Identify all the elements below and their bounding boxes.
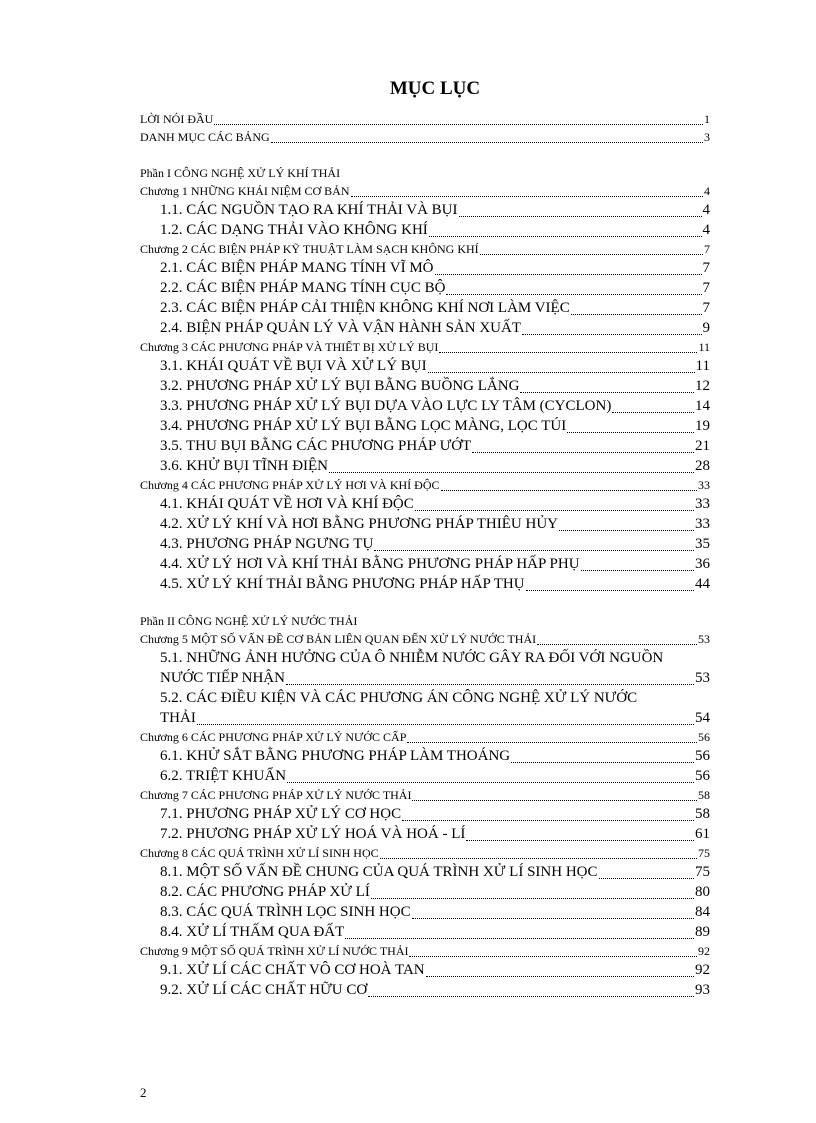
toc-section[interactable]	[140, 960, 710, 980]
dot-leader	[472, 451, 694, 453]
toc-section[interactable]	[140, 396, 710, 416]
entry-label-line1: 5.2. CÁC ĐIỀU KIỆN VÀ CÁC PHƯƠNG ÁN CÔNG NGHỆ XỬ LÝ NƯỚC	[160, 690, 638, 706]
entry-page: 12	[695, 378, 710, 394]
entry-page: 75	[698, 846, 710, 860]
dot-leader	[329, 471, 694, 473]
toc-section[interactable]	[140, 882, 710, 902]
entry-page: 92	[698, 944, 710, 958]
dot-leader	[402, 819, 694, 821]
toc-chapter[interactable]	[140, 240, 710, 258]
toc-section[interactable]	[140, 514, 710, 534]
page-number: 2	[140, 1085, 147, 1100]
entry-label: 8.2. CÁC PHƯƠNG PHÁP XỬ LÍ	[160, 884, 370, 900]
dot-leader	[428, 371, 695, 373]
entry-page: 4	[702, 222, 710, 238]
dot-leader	[214, 123, 703, 125]
toc-section[interactable]	[140, 766, 710, 786]
toc-section[interactable]	[140, 574, 710, 594]
dot-leader	[459, 215, 702, 217]
dot-leader	[441, 489, 698, 491]
dot-leader	[511, 761, 694, 763]
entry-label: LỜI NÓI ĐẦU	[140, 112, 214, 126]
entry-label: 1.2. CÁC DẠNG THẢI VÀO KHÔNG KHÍ	[160, 222, 428, 238]
entry-label: 7.2. PHƯƠNG PHÁP XỬ LÝ HOÁ VÀ HOÁ - LÍ	[160, 826, 466, 842]
entry-page: 7	[704, 242, 710, 256]
entry-label: Chương 5 MỘT SỐ VẤN ĐỀ CƠ BẢN LIÊN QUAN ĐẾN XỬ LÝ NƯỚC THẢI	[140, 632, 537, 646]
part2-list	[140, 728, 710, 1000]
toc-section[interactable]	[140, 456, 710, 476]
entry-page: 92	[695, 962, 710, 978]
dot-leader	[345, 937, 694, 939]
toc-chapter[interactable]	[140, 786, 710, 804]
entry-page: 93	[695, 982, 710, 998]
dot-leader	[271, 141, 703, 143]
toc-section[interactable]	[140, 494, 710, 514]
entry-page: 58	[695, 806, 710, 822]
dot-leader	[371, 897, 694, 899]
entry-page: 61	[695, 826, 710, 842]
entry-label: 3.2. PHƯƠNG PHÁP XỬ LÝ BỤI BẰNG BUỒNG LẮNG	[160, 378, 520, 394]
toc-section[interactable]	[140, 436, 710, 456]
entry-label: 2.1. CÁC BIỆN PHÁP MANG TÍNH VĨ MÔ	[160, 260, 434, 276]
entry-label: Chương 4 CÁC PHƯƠNG PHÁP XỬ LÝ HƠI VÀ KHÍ ĐỘC	[140, 478, 440, 492]
dot-leader	[368, 995, 694, 997]
entry-label: 6.2. TRIỆT KHUẨN	[160, 768, 287, 784]
toc-page	[140, 76, 710, 1000]
dot-leader	[522, 333, 702, 335]
toc-chapter[interactable]	[140, 476, 710, 494]
toc-section[interactable]	[140, 416, 710, 436]
entry-label: 2.4. BIỆN PHÁP QUẢN LÝ VÀ VẬN HÀNH SẢN XUẤT	[160, 320, 521, 336]
entry-page: 54	[695, 710, 710, 726]
toc-entry-table-list[interactable]	[140, 128, 710, 146]
entry-page: 21	[695, 438, 710, 454]
entry-page: 36	[695, 556, 710, 572]
entry-label: 4.1. KHÁI QUÁT VỀ HƠI VÀ KHÍ ĐỘC	[160, 496, 414, 512]
dot-leader	[439, 351, 697, 353]
entry-page: 11	[698, 340, 710, 354]
dot-leader	[197, 723, 694, 725]
entry-label: 7.1. PHƯƠNG PHÁP XỬ LÝ CƠ HỌC	[160, 806, 402, 822]
entry-label: 8.4. XỬ LÍ THẤM QUA ĐẤT	[160, 924, 345, 940]
entry-label: 4.2. XỬ LÝ KHÍ VÀ HƠI BẰNG PHƯƠNG PHÁP THIÊU HỦY	[160, 516, 558, 532]
dot-leader	[412, 799, 697, 801]
entry-label: 3.6. KHỬ BỤI TĨNH ĐIỆN	[160, 458, 329, 474]
entry-page: 56	[695, 768, 710, 784]
toc-section[interactable]	[140, 356, 710, 376]
toc-chapter[interactable]	[140, 942, 710, 960]
entry-page: 84	[695, 904, 710, 920]
entry-label: 3.3. PHƯƠNG PHÁP XỬ LÝ BỤI DỰA VÀO LỰC LY TÂM (CYCLON)	[160, 398, 612, 414]
toc-section[interactable]	[140, 298, 710, 318]
entry-page: 58	[698, 788, 710, 802]
front-matter	[140, 110, 710, 146]
dot-leader	[571, 313, 702, 315]
part1-list	[140, 182, 710, 594]
entry-label: Chương 6 CÁC PHƯƠNG PHÁP XỬ LÝ NƯỚC CẤP	[140, 730, 407, 744]
entry-page: 14	[695, 398, 710, 414]
entry-label: 1.1. CÁC NGUỒN TẠO RA KHÍ THẢI VÀ BỤI	[160, 202, 458, 218]
toc-section[interactable]	[140, 376, 710, 396]
toc-chapter[interactable]	[140, 728, 710, 746]
part-heading-1: Phần I CÔNG NGHỆ XỬ LÝ KHÍ THẢI	[140, 166, 341, 180]
entry-page: 35	[695, 536, 710, 552]
entry-label: 6.1. KHỬ SẮT BẰNG PHƯƠNG PHÁP LÀM THOÁNG	[160, 748, 511, 764]
dot-leader	[480, 253, 703, 255]
entry-page: 7	[702, 260, 710, 276]
entry-page: 28	[695, 458, 710, 474]
part-heading-2: Phần II CÔNG NGHỆ XỬ LÝ NƯỚC THẢI	[140, 614, 358, 628]
dot-leader	[446, 293, 701, 295]
toc-chapter[interactable]	[140, 338, 710, 356]
entry-page: 7	[702, 280, 710, 296]
toc-section[interactable]	[140, 862, 710, 882]
entry-page: 33	[695, 496, 710, 512]
entry-page: 89	[695, 924, 710, 940]
entry-page: 4	[702, 202, 710, 218]
entry-label: Chương 8 CÁC QUÁ TRÌNH XỬ LÍ SINH HỌC	[140, 846, 379, 860]
toc-section[interactable]	[140, 824, 710, 844]
dot-leader	[559, 529, 694, 531]
toc-section[interactable]	[140, 278, 710, 298]
toc-chapter[interactable]	[140, 844, 710, 862]
toc-section[interactable]	[140, 318, 710, 338]
toc-entry-preface[interactable]	[140, 110, 710, 128]
dot-leader	[612, 411, 694, 413]
entry-page: 56	[695, 748, 710, 764]
dot-leader	[426, 975, 694, 977]
entry-page: 33	[695, 516, 710, 532]
entry-page: 80	[695, 884, 710, 900]
toc-section[interactable]	[140, 554, 710, 574]
toc-section[interactable]	[140, 258, 710, 278]
entry-page: 3	[704, 130, 710, 144]
entry-label-line2: THẢI	[160, 710, 196, 726]
dot-leader	[567, 431, 694, 433]
dot-leader	[412, 917, 694, 919]
entry-label: 3.5. THU BỤI BẰNG CÁC PHƯƠNG PHÁP ƯỚT	[160, 438, 472, 454]
entry-page: 56	[698, 730, 710, 744]
entry-page: 44	[695, 576, 710, 592]
entry-label: 4.5. XỬ LÝ KHÍ THẢI BẰNG PHƯƠNG PHÁP HẤP THỤ	[160, 576, 525, 592]
dot-leader	[520, 391, 694, 393]
dot-leader	[537, 643, 697, 645]
toc-title: MỤC LỤC	[389, 78, 481, 99]
toc-section[interactable]	[140, 534, 710, 554]
toc-section[interactable]	[140, 980, 710, 1000]
entry-label: 3.1. KHÁI QUÁT VỀ BỤI VÀ XỬ LÝ BỤI	[160, 358, 427, 374]
toc-chapter[interactable]	[140, 630, 710, 648]
dot-leader	[415, 509, 694, 511]
entry-label: 2.2. CÁC BIỆN PHÁP MANG TÍNH CỤC BỘ	[160, 280, 446, 296]
toc-section[interactable]	[140, 200, 710, 220]
entry-page: 75	[695, 864, 710, 880]
dot-leader	[526, 589, 694, 591]
entry-label: 3.4. PHƯƠNG PHÁP XỬ LÝ BỤI BẰNG LỌC MÀNG, LỌC TÚI	[160, 418, 567, 434]
dot-leader	[380, 857, 697, 859]
spacer	[140, 146, 710, 164]
entry-label-line1: 5.1. NHỮNG ẢNH HƯỞNG CỦA Ô NHIỄM NƯỚC GÂY RA ĐỐI VỚI NGUỒN	[160, 650, 664, 666]
entry-page: 11	[695, 358, 710, 374]
entry-label: Chương 3 CÁC PHƯƠNG PHÁP VÀ THIẾT BỊ XỬ LÝ BỤI	[140, 340, 439, 354]
dot-leader	[374, 549, 694, 551]
entry-label: Chương 9 MỘT SỐ QUÁ TRÌNH XỬ LÍ NƯỚC THẢI	[140, 944, 409, 958]
entry-label: 8.3. CÁC QUÁ TRÌNH LỌC SINH HỌC	[160, 904, 411, 920]
entry-label-line2: NƯỚC TIẾP NHẬN	[160, 670, 285, 686]
entry-label: Chương 1 NHỮNG KHÁI NIỆM CƠ BẢN	[140, 184, 350, 198]
entry-label: DANH MỤC CÁC BẢNG	[140, 130, 270, 144]
toc-section[interactable]	[140, 902, 710, 922]
dot-leader	[429, 235, 702, 237]
entry-page: 4	[704, 184, 710, 198]
dot-leader	[286, 683, 694, 685]
entry-label: Chương 2 CÁC BIỆN PHÁP KỸ THUẬT LÀM SẠCH KHÔNG KHÍ	[140, 242, 479, 256]
entry-label: 4.3. PHƯƠNG PHÁP NGƯNG TỤ	[160, 536, 374, 552]
dot-leader	[351, 195, 704, 197]
entry-page: 33	[698, 478, 710, 492]
dot-leader	[435, 273, 702, 275]
entry-label: 8.1. MỘT SỐ VẤN ĐỀ CHUNG CỦA QUÁ TRÌNH XỬ LÍ SINH HỌC	[160, 864, 598, 880]
entry-page: 53	[698, 632, 710, 646]
toc-section[interactable]	[140, 746, 710, 766]
entry-page: 9	[702, 320, 710, 336]
entry-label: 2.3. CÁC BIỆN PHÁP CẢI THIỆN KHÔNG KHÍ NƠI LÀM VIỆC	[160, 300, 570, 316]
toc-section[interactable]	[140, 220, 710, 240]
toc-section-wrapped[interactable]	[140, 648, 710, 688]
entry-page: 53	[695, 670, 710, 686]
dot-leader	[581, 569, 694, 571]
dot-leader	[409, 955, 697, 957]
entry-label: 9.2. XỬ LÍ CÁC CHẤT HỮU CƠ	[160, 982, 368, 998]
entry-label: 4.4. XỬ LÝ HƠI VÀ KHÍ THẢI BẰNG PHƯƠNG PHÁP HẤP PHỤ	[160, 556, 580, 572]
entry-label: Chương 7 CÁC PHƯƠNG PHÁP XỬ LÝ NƯỚC THẢI	[140, 788, 412, 802]
entry-page: 7	[702, 300, 710, 316]
entry-label: 9.1. XỬ LÍ CÁC CHẤT VÔ CƠ HOÀ TAN	[160, 962, 425, 978]
entry-page: 19	[695, 418, 710, 434]
dot-leader	[466, 839, 694, 841]
toc-section[interactable]	[140, 922, 710, 942]
spacer	[140, 594, 710, 612]
entry-page: 1	[704, 112, 710, 126]
dot-leader	[599, 877, 695, 879]
dot-leader	[287, 781, 694, 783]
toc-section[interactable]	[140, 804, 710, 824]
toc-chapter[interactable]	[140, 182, 710, 200]
toc-section-wrapped[interactable]	[140, 688, 710, 728]
dot-leader	[407, 741, 697, 743]
